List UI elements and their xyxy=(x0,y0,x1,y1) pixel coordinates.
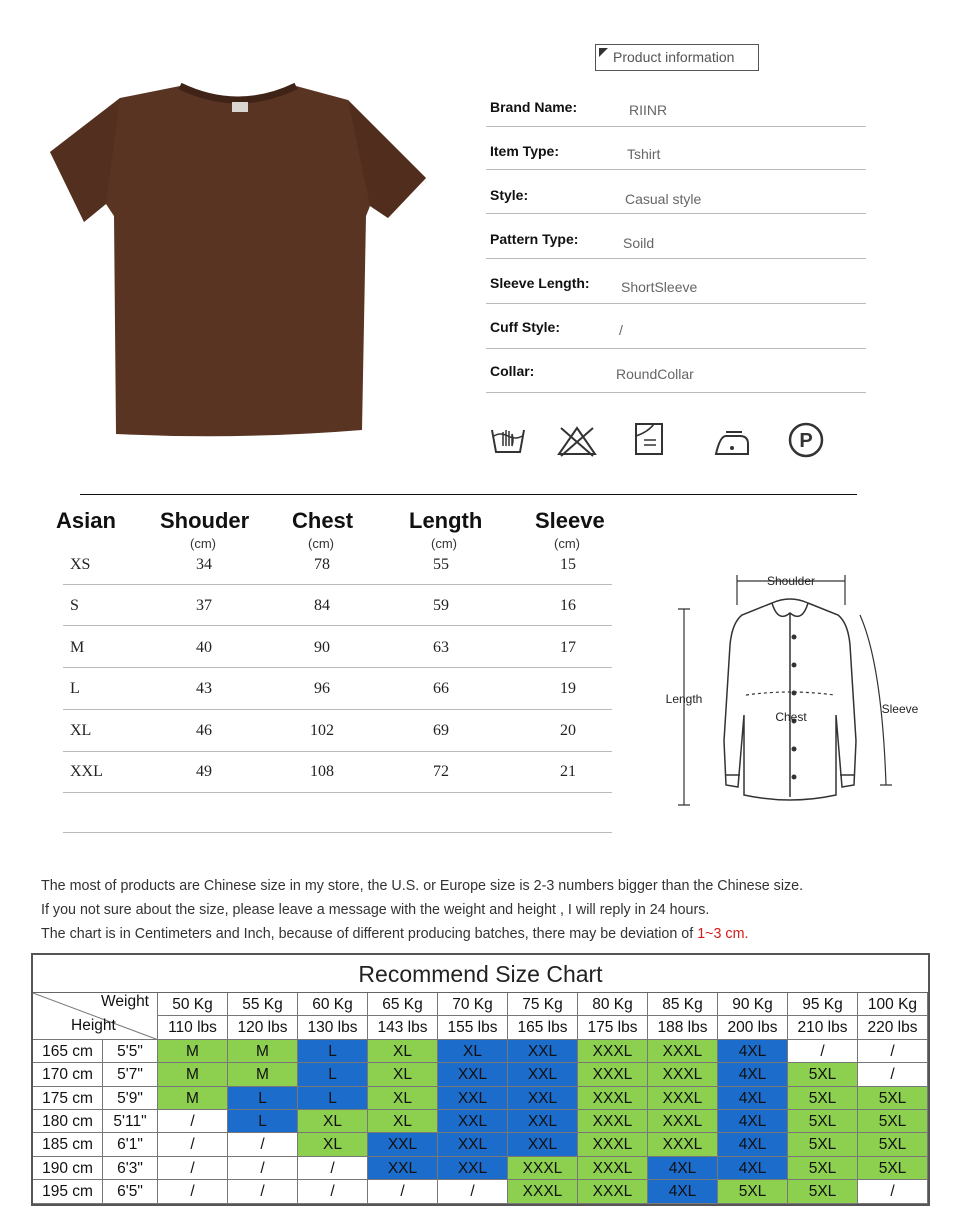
tshirt-image xyxy=(48,78,428,440)
size-recommendation: XXXL xyxy=(578,1133,648,1156)
note-line-1: The most of products are Chinese size in my store, the U.S. or Europe size is 2-3 numbers bigger than the Chinese size. xyxy=(41,878,804,894)
size-value: 34 xyxy=(196,556,212,573)
weight-kg-header: 95 Kg xyxy=(788,993,858,1016)
weight-kg-header: 80 Kg xyxy=(578,993,648,1016)
size-recommendation: / xyxy=(228,1157,298,1180)
svg-text:P: P xyxy=(799,430,813,452)
weight-kg-header: 50 Kg xyxy=(158,993,228,1016)
size-recommendation: XXXL xyxy=(648,1040,718,1063)
do-not-bleach-icon xyxy=(557,420,597,460)
attr-row-cuff-style xyxy=(486,305,866,349)
size-recommendation: XXL xyxy=(508,1087,578,1110)
size-value: 43 xyxy=(196,680,212,697)
size-value: 108 xyxy=(310,763,334,780)
size-recommendation: XXXL xyxy=(508,1157,578,1180)
size-recommendation: / xyxy=(158,1133,228,1156)
hand-wash-icon xyxy=(488,420,528,460)
dry-clean-icon xyxy=(786,420,826,460)
weight-kg-header: 60 Kg xyxy=(298,993,368,1016)
attr-value: ShortSleeve xyxy=(621,279,698,295)
unit-label: (cm) xyxy=(554,536,580,551)
size-recommendation: XXXL xyxy=(648,1133,718,1156)
size-recommendation: XXL xyxy=(438,1133,508,1156)
size-recommendation: XXL xyxy=(508,1040,578,1063)
size-value: 63 xyxy=(433,639,449,656)
size-label: M xyxy=(70,639,85,656)
attr-value: RIINR xyxy=(629,102,668,118)
size-value: 102 xyxy=(310,722,334,739)
unit-label: (cm) xyxy=(431,536,457,551)
height-cm: 175 cm xyxy=(33,1087,103,1110)
size-recommendation: XL xyxy=(368,1040,438,1063)
attr-key: Cuff Style: xyxy=(490,319,560,335)
height-ft: 6'1" xyxy=(103,1133,158,1156)
size-recommendation: 4XL xyxy=(718,1087,788,1110)
size-value: 84 xyxy=(314,597,330,614)
size-header-chest: Chest xyxy=(292,508,354,533)
size-recommendation: XXXL xyxy=(578,1040,648,1063)
size-recommendation: 4XL xyxy=(718,1063,788,1086)
recommend-size-chart xyxy=(31,953,930,1206)
size-recommendation: XXXL xyxy=(578,1157,648,1180)
size-value: 15 xyxy=(560,556,576,573)
size-value: 55 xyxy=(433,556,449,573)
size-recommendation: 5XL xyxy=(788,1180,858,1203)
height-label: Height xyxy=(71,1017,116,1034)
size-recommendation: 5XL xyxy=(788,1110,858,1133)
size-value: 90 xyxy=(314,639,330,656)
size-recommendation: / xyxy=(158,1157,228,1180)
size-recommendation: L xyxy=(298,1040,368,1063)
attr-row-style xyxy=(486,170,866,214)
measurement-diagram xyxy=(660,565,930,815)
size-recommendation: XXL xyxy=(368,1157,438,1180)
size-header-shoulder: Shouder xyxy=(160,508,250,533)
size-value: 59 xyxy=(433,597,449,614)
attr-key: Brand Name: xyxy=(490,99,578,115)
size-value: 96 xyxy=(314,680,330,697)
attr-value: RoundCollar xyxy=(616,366,694,382)
size-recommendation: / xyxy=(858,1040,928,1063)
size-recommendation: XXL xyxy=(508,1133,578,1156)
section-divider xyxy=(80,494,857,495)
size-value: 17 xyxy=(560,639,576,656)
size-label: XL xyxy=(70,722,92,739)
size-recommendation: 4XL xyxy=(648,1180,718,1203)
height-ft: 6'5" xyxy=(103,1180,158,1203)
size-recommendation: XXXL xyxy=(648,1087,718,1110)
attr-row-pattern-type xyxy=(486,215,866,259)
size-recommendation: 4XL xyxy=(718,1133,788,1156)
size-value: 20 xyxy=(560,722,576,739)
size-recommendation: XL xyxy=(368,1063,438,1086)
size-recommendation: XXL xyxy=(438,1063,508,1086)
size-row-divider xyxy=(63,709,612,710)
size-value: 21 xyxy=(560,763,576,780)
size-recommendation: XXL xyxy=(368,1133,438,1156)
size-row-divider xyxy=(63,751,612,752)
attr-row-item-type xyxy=(486,126,866,170)
size-recommendation: XL xyxy=(438,1040,508,1063)
size-recommendation: 5XL xyxy=(858,1157,928,1180)
size-value: 16 xyxy=(560,597,576,614)
size-value: 49 xyxy=(196,763,212,780)
attr-key: Collar: xyxy=(490,363,535,379)
size-recommendation: / xyxy=(228,1180,298,1203)
size-recommendation: XL xyxy=(298,1133,368,1156)
size-recommendation: 5XL xyxy=(788,1133,858,1156)
size-label: L xyxy=(70,680,80,697)
weight-kg-header: 100 Kg xyxy=(858,993,928,1016)
height-cm: 170 cm xyxy=(33,1063,103,1086)
size-value: 78 xyxy=(314,556,330,573)
weight-lbs-header: 155 lbs xyxy=(438,1016,508,1039)
size-recommendation: L xyxy=(298,1063,368,1086)
size-recommendation: M xyxy=(158,1063,228,1086)
weight-lbs-header: 220 lbs xyxy=(858,1016,928,1039)
size-recommendation: XXL xyxy=(438,1157,508,1180)
iron-icon xyxy=(712,420,752,460)
size-value: 46 xyxy=(196,722,212,739)
weight-lbs-header: 165 lbs xyxy=(508,1016,578,1039)
size-recommendation: / xyxy=(858,1180,928,1203)
corner-triangle-icon xyxy=(599,48,608,57)
size-recommendation: XXL xyxy=(508,1063,578,1086)
weight-lbs-header: 200 lbs xyxy=(718,1016,788,1039)
attr-key: Style: xyxy=(490,187,529,203)
size-recommendation: M xyxy=(228,1063,298,1086)
attr-value: / xyxy=(619,322,623,338)
size-label: XS xyxy=(70,556,91,573)
note-line-3 xyxy=(41,926,748,942)
size-header-length: Length xyxy=(409,508,483,533)
weight-kg-header: 85 Kg xyxy=(648,993,718,1016)
deviation-highlight: 1~3 cm. xyxy=(697,926,749,942)
attr-value: Soild xyxy=(623,235,655,251)
size-recommendation: L xyxy=(298,1087,368,1110)
size-recommendation: XL xyxy=(368,1087,438,1110)
size-value: 40 xyxy=(196,639,212,656)
attr-row-brand xyxy=(486,83,866,127)
size-recommendation: / xyxy=(298,1157,368,1180)
height-ft: 5'5" xyxy=(103,1040,158,1063)
height-ft: 5'7" xyxy=(103,1063,158,1086)
size-recommendation: / xyxy=(858,1063,928,1086)
size-recommendation: / xyxy=(228,1133,298,1156)
size-row-divider xyxy=(63,792,612,793)
weight-lbs-header: 210 lbs xyxy=(788,1016,858,1039)
attr-key: Pattern Type: xyxy=(490,231,579,247)
size-recommendation: M xyxy=(158,1040,228,1063)
size-recommendation: XXXL xyxy=(578,1110,648,1133)
size-recommendation: 5XL xyxy=(858,1110,928,1133)
product-information-badge: Product information xyxy=(595,44,759,71)
size-recommendation: 4XL xyxy=(718,1040,788,1063)
attr-value: Tshirt xyxy=(627,146,661,162)
attr-key: Item Type: xyxy=(490,143,559,159)
size-recommendation: L xyxy=(228,1087,298,1110)
size-recommendation: XXXL xyxy=(578,1087,648,1110)
unit-label: (cm) xyxy=(190,536,216,551)
size-recommendation: / xyxy=(788,1040,858,1063)
size-label: XXL xyxy=(70,763,103,780)
size-recommendation: XXXL xyxy=(578,1180,648,1203)
size-recommendation: / xyxy=(298,1180,368,1203)
size-recommendation: / xyxy=(158,1180,228,1203)
size-recommendation: 5XL xyxy=(718,1180,788,1203)
size-row-divider xyxy=(63,667,612,668)
size-row-divider xyxy=(63,625,612,626)
size-recommendation: 5XL xyxy=(858,1087,928,1110)
size-recommendation: XXL xyxy=(438,1087,508,1110)
weight-kg-header: 90 Kg xyxy=(718,993,788,1016)
size-recommendation: 4XL xyxy=(648,1157,718,1180)
height-cm: 165 cm xyxy=(33,1040,103,1063)
size-recommendation: M xyxy=(158,1087,228,1110)
size-row-divider xyxy=(63,584,612,585)
height-cm: 185 cm xyxy=(33,1133,103,1156)
weight-height-header xyxy=(33,993,158,1040)
size-recommendation: XXXL xyxy=(648,1110,718,1133)
size-recommendation: XXL xyxy=(508,1110,578,1133)
height-ft: 5'11" xyxy=(103,1110,158,1133)
size-value: 69 xyxy=(433,722,449,739)
size-recommendation: XL xyxy=(298,1110,368,1133)
size-recommendation: / xyxy=(158,1110,228,1133)
weight-kg-header: 65 Kg xyxy=(368,993,438,1016)
height-ft: 6'3" xyxy=(103,1157,158,1180)
size-recommendation: 5XL xyxy=(788,1063,858,1086)
size-value: 72 xyxy=(433,763,449,780)
size-recommendation: XXXL xyxy=(508,1180,578,1203)
weight-label: Weight xyxy=(101,993,149,1010)
size-recommendation: 4XL xyxy=(718,1157,788,1180)
size-value: 19 xyxy=(560,680,576,697)
diagram-length-label: Length xyxy=(665,692,703,706)
height-cm: 180 cm xyxy=(33,1110,103,1133)
size-header-sleeve: Sleeve xyxy=(535,508,605,533)
diagram-sleeve-label: Sleeve xyxy=(881,702,919,716)
attr-key: Sleeve Length: xyxy=(490,275,590,291)
size-recommendation: XL xyxy=(368,1110,438,1133)
size-recommendation: XXXL xyxy=(648,1063,718,1086)
weight-lbs-header: 175 lbs xyxy=(578,1016,648,1039)
size-recommendation: XXL xyxy=(438,1110,508,1133)
height-ft: 5'9" xyxy=(103,1087,158,1110)
size-recommendation: 5XL xyxy=(788,1087,858,1110)
note-line-2: If you not sure about the size, please leave a message with the weight and height , I will reply in 24 hours. xyxy=(41,902,710,918)
size-row-divider xyxy=(63,832,612,833)
recommend-chart-title: Recommend Size Chart xyxy=(33,955,928,993)
weight-kg-header: 70 Kg xyxy=(438,993,508,1016)
size-header-asian: Asian xyxy=(56,508,116,533)
note-line-3-text: The chart is in Centimeters and Inch, because of different producing batches, there may be deviation of xyxy=(41,926,694,942)
size-recommendation: 5XL xyxy=(788,1157,858,1180)
size-recommendation: M xyxy=(228,1040,298,1063)
size-recommendation: / xyxy=(438,1180,508,1203)
weight-kg-header: 75 Kg xyxy=(508,993,578,1016)
unit-label: (cm) xyxy=(308,536,334,551)
size-value: 37 xyxy=(196,597,212,614)
weight-lbs-header: 143 lbs xyxy=(368,1016,438,1039)
weight-lbs-header: 110 lbs xyxy=(158,1016,228,1039)
weight-kg-header: 55 Kg xyxy=(228,993,298,1016)
weight-lbs-header: 188 lbs xyxy=(648,1016,718,1039)
attr-value: Casual style xyxy=(625,191,702,207)
weight-lbs-header: 130 lbs xyxy=(298,1016,368,1039)
tumble-dry-icon xyxy=(630,420,670,460)
size-recommendation: 5XL xyxy=(858,1133,928,1156)
height-cm: 195 cm xyxy=(33,1180,103,1203)
size-recommendation: 4XL xyxy=(718,1110,788,1133)
diagram-chest-label: Chest xyxy=(775,710,807,724)
size-recommendation: / xyxy=(368,1180,438,1203)
weight-lbs-header: 120 lbs xyxy=(228,1016,298,1039)
height-cm: 190 cm xyxy=(33,1157,103,1180)
size-recommendation: L xyxy=(228,1110,298,1133)
size-value: 66 xyxy=(433,680,449,697)
diagram-shoulder-label: Shoulder xyxy=(766,574,816,588)
size-label: S xyxy=(70,597,79,614)
attr-row-sleeve-length xyxy=(486,260,866,304)
size-recommendation: XXXL xyxy=(578,1063,648,1086)
attr-row-collar xyxy=(486,349,866,393)
